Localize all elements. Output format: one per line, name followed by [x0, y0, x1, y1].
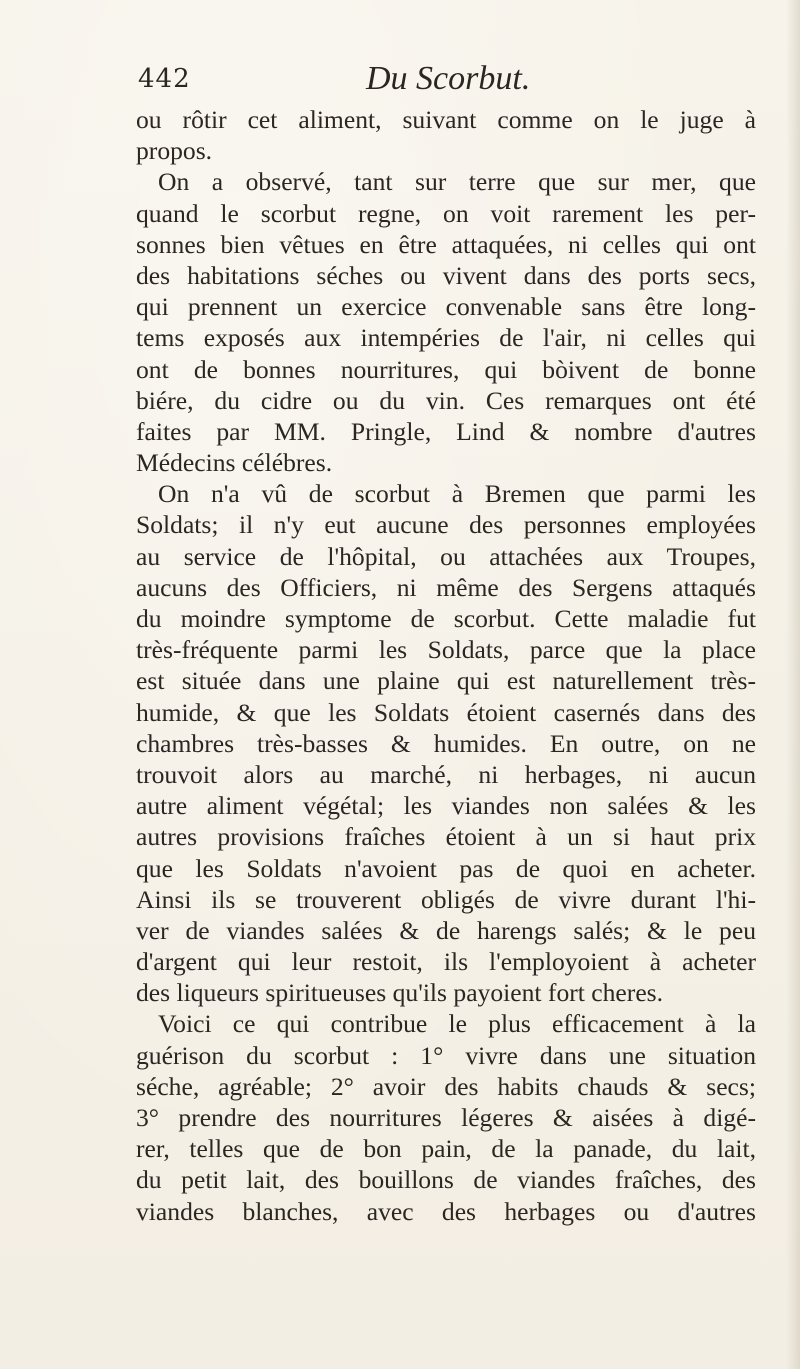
text-line: humide, & que les Soldats étoient casernés dans des: [136, 697, 756, 727]
text-line: propos.: [136, 136, 213, 166]
text-line: Ainsi ils se trouverent obligés de vivre durant l'hi-: [136, 884, 756, 914]
page-edge-shadow: [786, 0, 800, 1369]
text-line: sonnes bien vêtues en être attaquées, ni celles qui ont: [136, 229, 756, 259]
text-line: faites par MM. Pringle, Lind & nombre d'autres: [136, 416, 756, 446]
text-line: autres provisions fraîches étoient à un si haut prix: [136, 822, 756, 852]
text-line: ou rôtir cet aliment, suivant comme on le juge à: [136, 105, 756, 134]
text-line: viandes blanches, avec des herbages ou d'autres: [136, 1196, 756, 1226]
text-line: d'argent qui leur restoit, ils l'employoient à acheter: [136, 947, 756, 977]
text-line: des habitations séches ou vivent dans des ports secs,: [136, 260, 756, 290]
page-header: [138, 60, 658, 100]
text-line: On n'a vû de scorbut à Bremen que parmi les: [158, 479, 756, 509]
text-line: ont de bonnes nourritures, qui bòivent de bonne: [136, 354, 756, 384]
text-line: ver de viandes salées & de harengs salés; & le peu: [136, 915, 756, 945]
text-line: tems exposés aux intempéries de l'air, ni celles qui: [136, 323, 756, 353]
running-title: Du Scorbut.: [366, 60, 531, 97]
text-line: rer, telles que de bon pain, de la panade, du lait,: [136, 1134, 756, 1164]
text-line: Soldats; il n'y eut aucune des personnes employées: [136, 510, 756, 540]
text-line: On a observé, tant sur terre que sur mer, que: [158, 167, 756, 197]
text-line: du petit lait, des bouillons de viandes fraîches, des: [136, 1165, 756, 1195]
text-line: au service de l'hôpital, ou attachées aux Troupes,: [136, 541, 756, 571]
text-line: guérison du scorbut : 1° vivre dans une situation: [136, 1040, 756, 1070]
page-number: 442: [138, 64, 191, 94]
text-line: des liqueurs spiritueuses qu'ils payoient fort cheres.: [136, 978, 664, 1008]
text-line: séche, agréable; 2° avoir des habits chauds & secs;: [136, 1071, 756, 1101]
body-text: [136, 104, 756, 1227]
text-line: Médecins célébres.: [136, 448, 333, 478]
text-line: que les Soldats n'avoient pas de quoi en acheter.: [136, 853, 756, 883]
text-line: qui prennent un exercice convenable sans être long-: [136, 292, 756, 322]
text-line: quand le scorbut regne, on voit rarement les per-: [136, 198, 756, 228]
text-line: biére, du cidre ou du vin. Ces remarques ont été: [136, 385, 756, 415]
text-line: est située dans une plaine qui est naturellement très-: [136, 666, 756, 696]
text-line: du moindre symptome de scorbut. Cette maladie fut: [136, 604, 756, 633]
text-line: aucuns des Officiers, ni même des Sergens attaqués: [136, 572, 756, 602]
text-line: très-fréquente parmi les Soldats, parce que la place: [136, 635, 756, 665]
text-line: chambres très-basses & humides. En outre, on ne: [136, 728, 756, 758]
text-line: trouvoit alors au marché, ni herbages, ni aucun: [136, 759, 756, 789]
text-line: autre aliment végétal; les viandes non salées & les: [136, 791, 756, 821]
text-line: 3° prendre des nourritures légeres & aisées à digé-: [136, 1103, 756, 1132]
text-line: Voici ce qui contribue le plus efficacement à la: [158, 1009, 756, 1039]
